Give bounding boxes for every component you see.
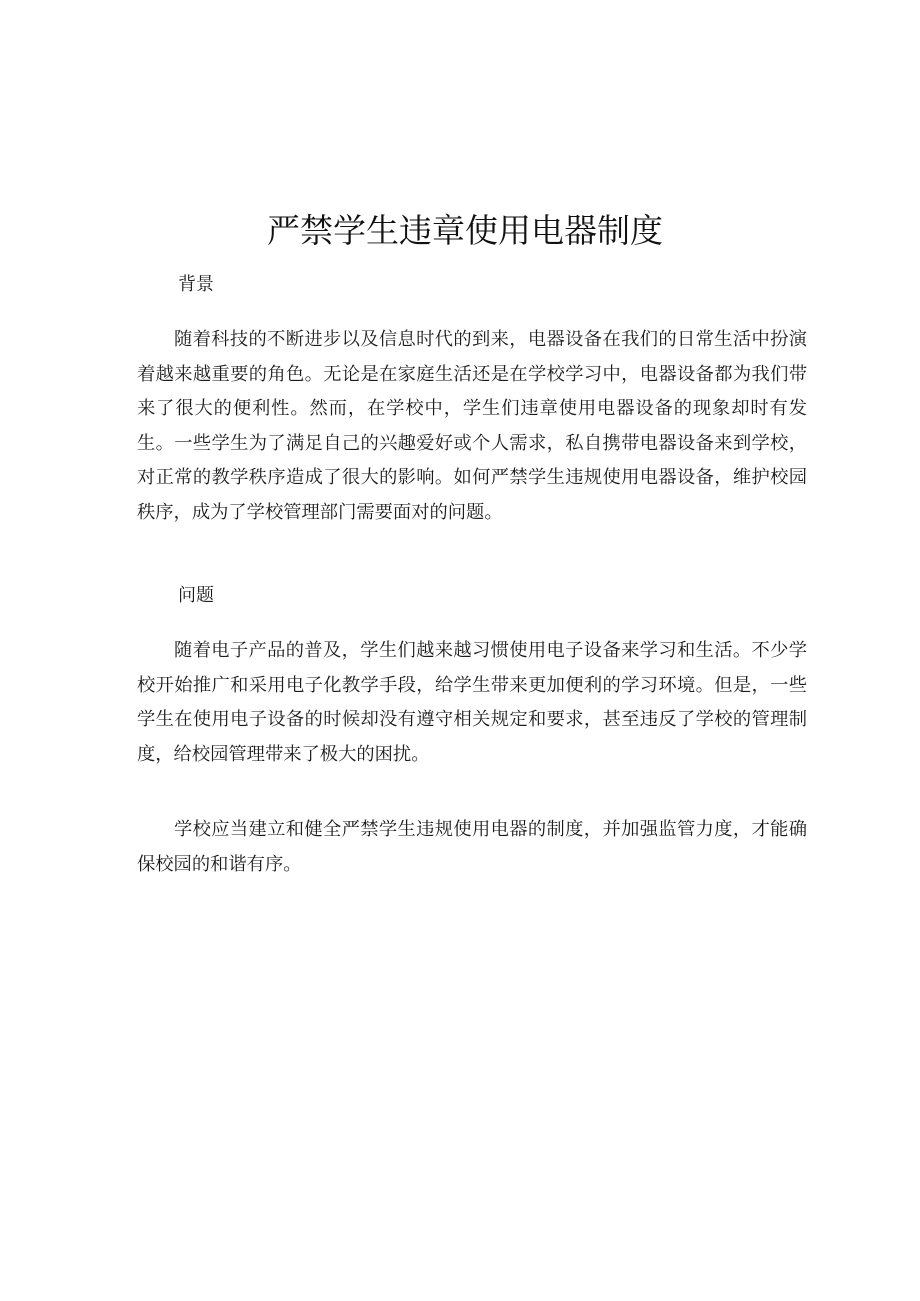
document-title: 严禁学生违章使用电器制度 (267, 211, 663, 250)
section-heading-problem: 问题 (178, 585, 214, 606)
section-heading-background: 背景 (178, 274, 214, 295)
paragraph-background: 随着科技的不断进步以及信息时代的到来，电器设备在我们的日常生活中扮演着越来越重要的角色。无论是在家庭生活还是在学校学习中，电器设备都为我们带来了很大的便利性。然而，在学校中，学生们违章使用电器设备的现象却时有发生。一些学生为了满足自己的兴趣爱好或个人需求，私自携带电器设备来到学校，对正常的教学秩序造成了很大的影响。如何严禁学生违规使用电器设备，维护校园秩序，成为了学校管理部门需要面对的问题。 (137, 329, 807, 523)
paragraph-problem-2: 学校应当建立和健全严禁学生违规使用电器的制度，并加强监管力度，才能确保校园的和谐有序。 (137, 819, 807, 875)
paragraph-problem-1: 随着电子产品的普及，学生们越来越习惯使用电子设备来学习和生活。不少学校开始推广和采用电子化教学手段，给学生带来更加便利的学习环境。但是，一些学生在使用电子设备的时候却没有遵守相关规定和要求，甚至违反了学校的管理制度，给校园管理带来了极大的困扰。 (137, 640, 807, 765)
